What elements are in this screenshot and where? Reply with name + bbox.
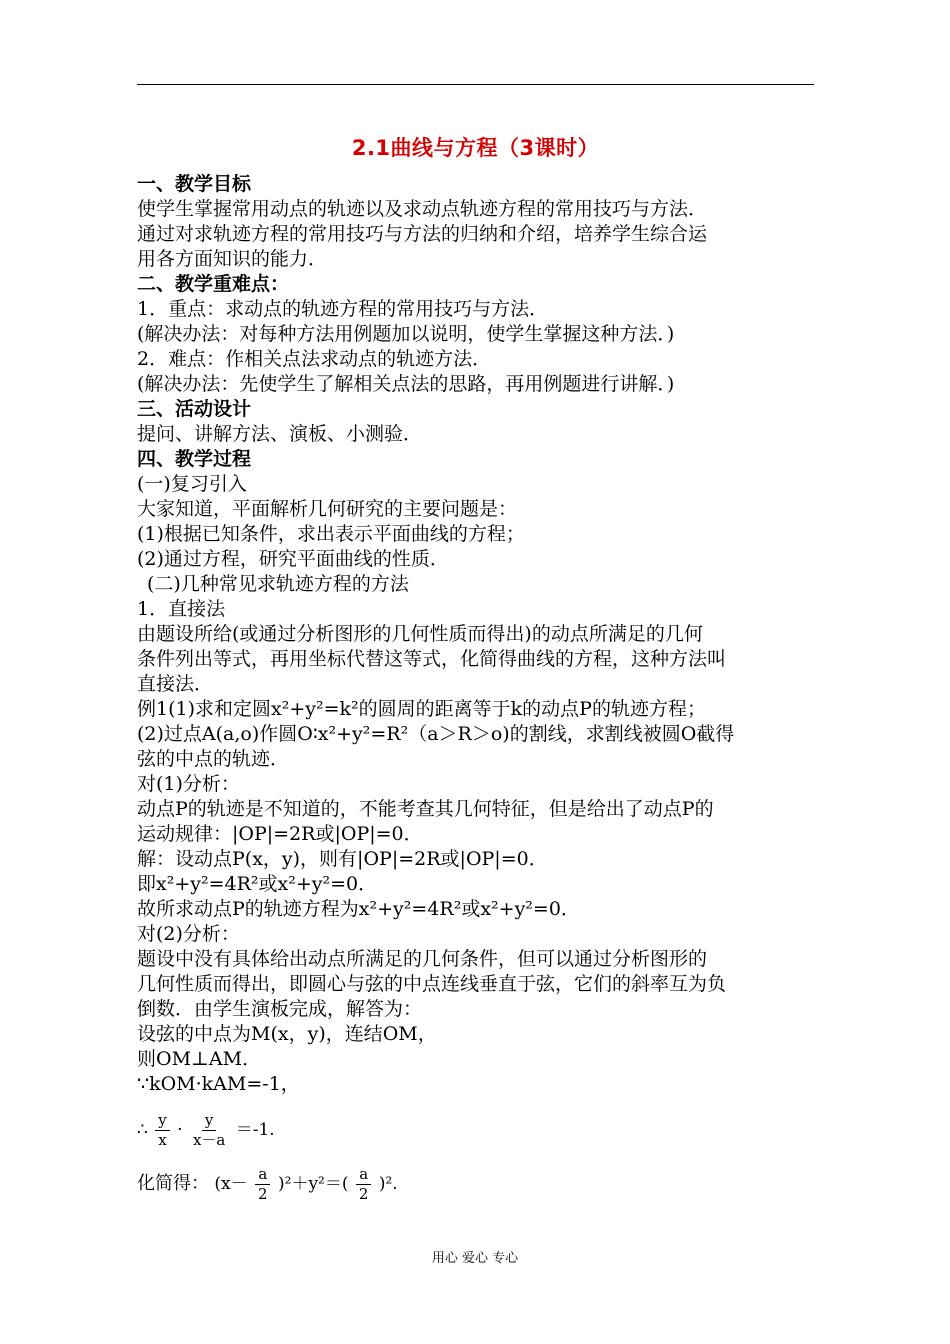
text-line: (一)复习引入	[137, 473, 247, 495]
text-line: 使学生掌握常用动点的轨迹以及求动点轨迹方程的常用技巧与方法．	[137, 198, 708, 220]
text-line: ∵kOM·kAM=-1，	[137, 1073, 300, 1095]
equation-simplified: 化简得： (x－ $\frac{a}{2}$ )²＋y²＝( $\frac{a}{2}$ )².	[137, 1165, 398, 1203]
text-line: (2)通过方程，研究平面曲线的性质．	[137, 548, 449, 570]
dot-operator: ·	[177, 1120, 183, 1140]
page-footer: 用心 爱心 专心	[431, 1251, 519, 1266]
fraction-y-over-x-minus-a: $\frac{y}{x-a}$	[192, 1111, 226, 1149]
text-line: 大家知道，平面解析几何研究的主要问题是：	[137, 498, 518, 520]
text-line: 对(1)分析：	[137, 773, 240, 795]
text-line: 运动规律：|OP|=2R或|OP|=0．	[137, 823, 423, 845]
text-line: 几何性质而得出，即圆心与弦的中点连线垂直于弦，它们的斜率互为负	[137, 973, 727, 995]
text-line: (1)根据已知条件，求出表示平面曲线的方程；	[137, 523, 525, 545]
text-line: 题设中没有具体给出动点所满足的几何条件，但可以通过分析图形的	[137, 948, 708, 970]
text-line: 1．重点：求动点的轨迹方程的常用技巧与方法．	[137, 298, 549, 320]
section-heading: 一、教学目标	[137, 173, 252, 195]
text-line: 由题设所给(或通过分析图形的几何性质而得出)的动点所满足的几何	[137, 623, 703, 645]
text-line: 故所求动点P的轨迹方程为x²+y²=4R²或x²+y²=0．	[137, 898, 580, 920]
text-line: 用各方面知识的能力．	[137, 248, 328, 270]
text-line: 2．难点：作相关点法求动点的轨迹方法．	[137, 348, 492, 370]
therefore-symbol: ∴	[137, 1120, 148, 1140]
text-line: 1．直接法	[137, 598, 226, 620]
text-line: 例1(1)求和定圆x²+y²=k²的圆周的距离等于k的动点P的轨迹方程；	[137, 698, 706, 720]
section-heading: 三、活动设计	[137, 398, 252, 420]
equation-slope-product	[137, 1112, 275, 1149]
header-rule	[137, 84, 814, 85]
text-line: 通过对求轨迹方程的常用技巧与方法的归纳和介绍，培养学生综合运	[137, 223, 708, 245]
section-heading: 二、教学重难点：	[137, 273, 290, 295]
fraction-a-over-2: $\frac{a}{2}$	[255, 1166, 271, 1203]
fraction-a-over-2-rhs: $\frac{a}{2}$	[356, 1166, 372, 1203]
text-line: (解决办法：对每种方法用例题加以说明，使学生掌握这种方法．)	[137, 323, 675, 345]
equation-rhs: ＝-1.	[235, 1120, 275, 1140]
section-heading: 四、教学过程	[137, 448, 252, 470]
text-line: 即x²+y²=4R²或x²+y²=0．	[137, 873, 378, 895]
text-line: 倒数．由学生演板完成，解答为：	[137, 998, 423, 1020]
text-line: 动点P的轨迹是不知道的，不能考查其几何特征，但是给出了动点P的	[137, 798, 714, 820]
text-line: (二)几种常见求轨迹方程的方法	[147, 573, 409, 595]
fraction-y-over-x: $\frac{y}{x}$	[155, 1112, 169, 1149]
text-line: (解决办法：先使学生了解相关点法的思路，再用例题进行讲解．)	[137, 373, 675, 395]
text-line: 直接法．	[137, 673, 214, 695]
text-line: 条件列出等式，再用坐标代替这等式，化简得曲线的方程，这种方法叫	[137, 648, 727, 670]
text-line: 对(2)分析：	[137, 923, 240, 945]
document-body	[137, 172, 837, 1097]
text-line: 提问、讲解方法、演板、小测验．	[137, 423, 423, 445]
text-line: 解：设动点P(x，y)，则有|OP|=2R或|OP|=0．	[137, 848, 548, 870]
simplify-label: 化简得：	[137, 1173, 209, 1194]
text-line: 弦的中点的轨迹．	[137, 748, 290, 770]
text-line: 设弦的中点为M(x，y)，连结OM，	[137, 1023, 437, 1045]
page-title: 2.1曲线与方程（3课时）	[351, 136, 600, 160]
text-line: 则OM⊥AM．	[137, 1048, 262, 1070]
text-line: (2)过点A(a,o)作圆O∶x²+y²=R²（a＞R＞o)的割线，求割线被圆O截得	[137, 723, 735, 745]
